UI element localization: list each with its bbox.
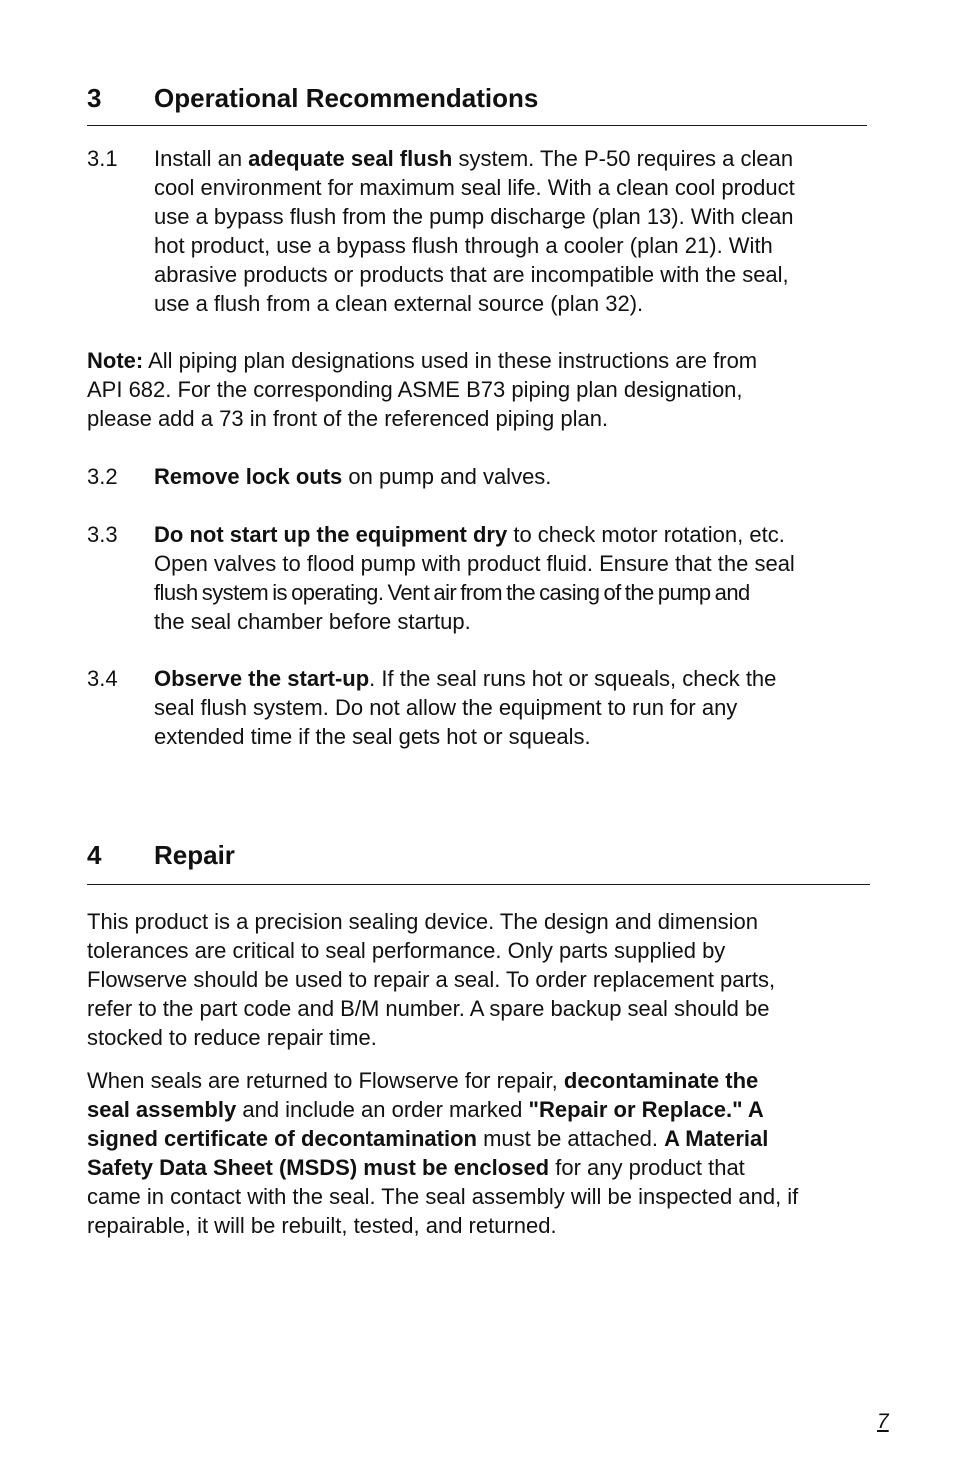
item-3-4-line: seal flush system. Do not allow the equipment to run for any bbox=[154, 695, 738, 720]
page-number: 7 bbox=[877, 1410, 889, 1433]
item-3-4-text: . If the seal runs hot or squeals, check the bbox=[369, 666, 777, 691]
repair-paragraph-2-emphasis: signed certificate of decontamination bbox=[87, 1126, 477, 1151]
item-3-4-emphasis: Observe the start-up bbox=[154, 666, 370, 691]
note-line: please add a 73 in front of the referenced piping plan. bbox=[87, 406, 609, 431]
section-3-number: 3 bbox=[87, 83, 102, 113]
item-3-1-line: use a bypass flush from the pump discharge (plan 13). With clean bbox=[154, 204, 794, 229]
section-4-heading bbox=[87, 840, 235, 870]
item-3-2-text: on pump and valves. bbox=[342, 464, 552, 489]
note-line: API 682. For the corresponding ASME B73 piping plan designation, bbox=[87, 377, 743, 402]
item-3-3-emphasis: Do not start up the equipment dry bbox=[154, 522, 508, 547]
item-3-1-body bbox=[154, 144, 869, 318]
item-3-2-number: 3.2 bbox=[87, 464, 118, 489]
item-3-3 bbox=[87, 520, 887, 636]
item-3-3-number: 3.3 bbox=[87, 522, 118, 547]
repair-paragraph-1-line: stocked to reduce repair time. bbox=[87, 1025, 377, 1050]
item-3-3-line: flush system is operating. Vent air from the casing of the pump and bbox=[154, 580, 750, 605]
section-3-title: Operational Recommendations bbox=[154, 83, 539, 113]
repair-paragraph-1 bbox=[87, 907, 877, 1052]
repair-paragraph-1-line: tolerances are critical to seal performance. Only parts supplied by bbox=[87, 938, 726, 963]
item-3-1-number: 3.1 bbox=[87, 146, 118, 171]
note-paragraph bbox=[87, 346, 877, 433]
item-3-1 bbox=[87, 144, 887, 318]
item-3-1-line: hot product, use a bypass flush through a cooler (plan 21). With bbox=[154, 233, 773, 258]
repair-paragraph-2-emphasis: "Repair or Replace." A bbox=[528, 1097, 764, 1122]
repair-paragraph-2-line: came in contact with the seal. The seal assembly will be inspected and, if bbox=[87, 1184, 799, 1209]
item-3-2-body bbox=[154, 462, 869, 491]
item-3-4 bbox=[87, 664, 887, 751]
section-4-number: 4 bbox=[87, 840, 102, 870]
item-3-4-line: extended time if the seal gets hot or squeals. bbox=[154, 724, 591, 749]
section-4-title: Repair bbox=[154, 840, 235, 870]
item-3-4-body bbox=[154, 664, 869, 751]
item-3-2 bbox=[87, 462, 887, 491]
item-3-1-text: Install an bbox=[154, 146, 249, 171]
repair-paragraph-1-line: refer to the part code and B/M number. A spare backup seal should be bbox=[87, 996, 770, 1021]
item-3-4-number: 3.4 bbox=[87, 666, 118, 691]
item-3-1-line: cool environment for maximum seal life. With a clean cool product bbox=[154, 175, 795, 200]
item-3-2-emphasis: Remove lock outs bbox=[154, 464, 343, 489]
repair-paragraph-1-line: This product is a precision sealing device. The design and dimension bbox=[87, 909, 758, 934]
item-3-3-line: Open valves to flood pump with product fluid. Ensure that the seal bbox=[154, 551, 795, 576]
item-3-3-body bbox=[154, 520, 869, 636]
repair-paragraph-2-emphasis: decontaminate the bbox=[563, 1068, 759, 1093]
repair-paragraph-2-emphasis: A Material bbox=[664, 1126, 769, 1151]
repair-paragraph-1-line: Flowserve should be used to repair a seal. To order replacement parts, bbox=[87, 967, 776, 992]
note-label: Note: bbox=[87, 348, 144, 373]
repair-paragraph-2-emphasis: Safety Data Sheet (MSDS) must be enclosed bbox=[87, 1155, 550, 1180]
repair-paragraph-2 bbox=[87, 1066, 877, 1240]
item-3-1-emphasis: adequate seal flush bbox=[248, 146, 453, 171]
section-3-heading bbox=[87, 83, 538, 113]
repair-paragraph-2-text: must be attached. bbox=[476, 1126, 665, 1151]
item-3-3-text: to check motor rotation, etc. bbox=[507, 522, 785, 547]
item-3-1-line: abrasive products or products that are incompatible with the seal, bbox=[154, 262, 789, 287]
section-4-rule bbox=[87, 884, 870, 885]
repair-paragraph-2-emphasis: seal assembly bbox=[87, 1097, 237, 1122]
repair-paragraph-2-text: for any product that bbox=[549, 1155, 745, 1180]
repair-paragraph-2-text: and include an order marked bbox=[236, 1097, 529, 1122]
section-3-rule bbox=[87, 125, 867, 126]
item-3-1-line: use a flush from a clean external source (plan 32). bbox=[154, 291, 644, 316]
repair-paragraph-2-text: When seals are returned to Flowserve for repair, bbox=[87, 1068, 564, 1093]
item-3-3-line: the seal chamber before startup. bbox=[154, 609, 471, 634]
repair-paragraph-2-line: repairable, it will be rebuilt, tested, and returned. bbox=[87, 1213, 557, 1238]
note-text: All piping plan designations used in these instructions are from bbox=[143, 348, 758, 373]
item-3-1-text: system. The P-50 requires a clean bbox=[452, 146, 794, 171]
